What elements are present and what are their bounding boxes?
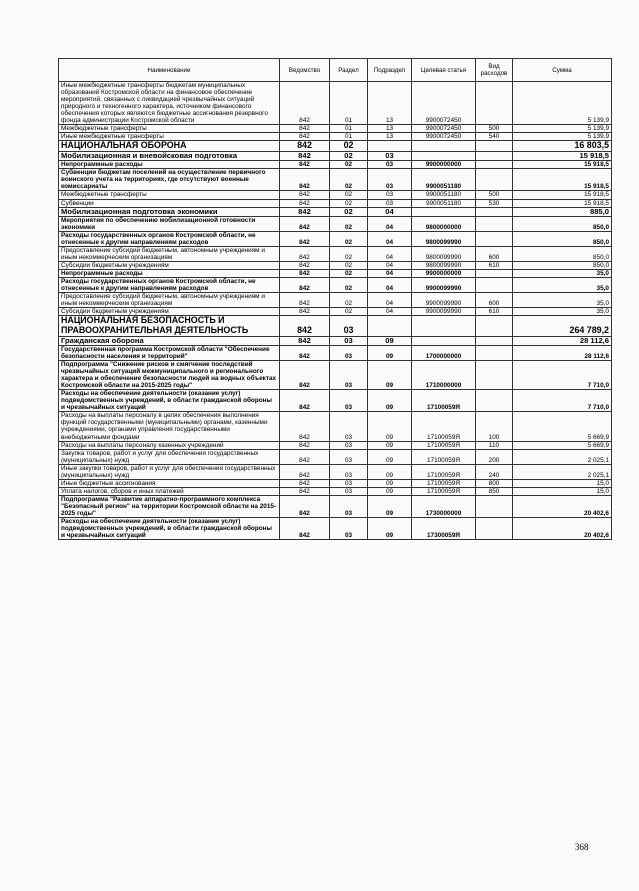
row-celevaya-statya-cell xyxy=(412,316,476,336)
row-podrazdel-cell: 09 xyxy=(368,518,412,540)
row-name-cell: Расходы на выплаты персоналу в целях обеспечения выполнения функций государственными (муниципальными) органами, казенными учреждениями, органами управления государственными внебюджетными фондами xyxy=(59,412,280,441)
row-celevaya-statya-cell: 9800099990 xyxy=(412,262,476,270)
row-vid-rashodov-cell xyxy=(476,169,513,191)
row-razdel-cell: 03 xyxy=(330,316,368,336)
row-name-cell: Субвенции xyxy=(59,199,280,207)
row-summa-cell: 7 710,0 xyxy=(513,361,612,390)
row-vid-rashodov-cell: 610 xyxy=(476,262,513,270)
row-name-cell: Гражданская оборона xyxy=(59,336,280,345)
table-row xyxy=(59,495,612,517)
row-razdel-cell: 03 xyxy=(330,479,368,487)
row-summa-cell: 2 025,1 xyxy=(513,464,612,479)
table-row xyxy=(59,169,612,191)
row-podrazdel-cell: 04 xyxy=(368,216,412,231)
row-celevaya-statya-cell xyxy=(412,336,476,345)
row-vedomstvo-cell: 842 xyxy=(280,133,330,141)
row-name-cell: Предоставление субсидий бюджетным, автономным учреждениям и иным некоммерческим организациям xyxy=(59,293,280,308)
row-name-cell: Расходы государственных органов Костромской области, не отнесенные к другим направлениям расходов xyxy=(59,231,280,246)
row-vedomstvo-cell: 842 xyxy=(280,141,330,152)
row-razdel-cell: 02 xyxy=(330,191,368,199)
row-podrazdel-cell: 09 xyxy=(368,412,412,441)
row-vedomstvo-cell: 842 xyxy=(280,487,330,495)
row-name-cell: Субсидии бюджетным учреждениям xyxy=(59,308,280,316)
row-vedomstvo-cell: 842 xyxy=(280,125,330,133)
row-podrazdel-cell: 13 xyxy=(368,82,412,125)
row-vid-rashodov-cell xyxy=(476,518,513,540)
row-razdel-cell: 02 xyxy=(330,216,368,231)
row-podrazdel-cell: 13 xyxy=(368,125,412,133)
table-row xyxy=(59,308,612,316)
row-podrazdel-cell: 09 xyxy=(368,495,412,517)
row-razdel-cell: 03 xyxy=(330,449,368,464)
row-podrazdel-cell xyxy=(368,141,412,152)
row-name-cell: Подпрограмма "Снижение рисков и смягчение последствий чрезвычайных ситуаций межмуниципального и регионального характера и обеспечение безопасности людей на водных объектах Костромской области на 2015-2025 годы" xyxy=(59,361,280,390)
row-name-cell: Межбюджетные трансферты xyxy=(59,125,280,133)
table-row xyxy=(59,278,612,293)
row-name-cell: Мобилизационная и вневойсковая подготовка xyxy=(59,151,280,160)
header-razdel: Раздел xyxy=(330,59,368,82)
row-vid-rashodov-cell: 200 xyxy=(476,449,513,464)
row-vid-rashodov-cell xyxy=(476,336,513,345)
row-vid-rashodov-cell: 540 xyxy=(476,133,513,141)
row-vid-rashodov-cell xyxy=(476,390,513,412)
row-vedomstvo-cell: 842 xyxy=(280,293,330,308)
row-podrazdel-cell: 09 xyxy=(368,336,412,345)
row-vid-rashodov-cell xyxy=(476,361,513,390)
row-vedomstvo-cell: 842 xyxy=(280,336,330,345)
row-razdel-cell: 03 xyxy=(330,336,368,345)
row-podrazdel-cell: 04 xyxy=(368,278,412,293)
row-podrazdel-cell: 04 xyxy=(368,247,412,262)
row-vid-rashodov-cell: 500 xyxy=(476,125,513,133)
row-summa-cell: 35,0 xyxy=(513,293,612,308)
row-summa-cell: 20 402,6 xyxy=(513,518,612,540)
row-podrazdel-cell: 09 xyxy=(368,487,412,495)
row-celevaya-statya-cell: 9800099990 xyxy=(412,247,476,262)
row-podrazdel-cell: 09 xyxy=(368,390,412,412)
page-number: 368 xyxy=(575,842,589,852)
row-vedomstvo-cell: 842 xyxy=(280,262,330,270)
row-name-cell: Расходы на выплаты персоналу казенных учреждений xyxy=(59,441,280,449)
row-razdel-cell: 03 xyxy=(330,464,368,479)
row-celevaya-statya-cell: 9900000000 xyxy=(412,161,476,169)
header-vedomstvo: Ведомство xyxy=(280,59,330,82)
table-row xyxy=(59,316,612,336)
table-row xyxy=(59,125,612,133)
row-summa-cell: 15 918,5 xyxy=(513,191,612,199)
row-celevaya-statya-cell: 9900051180 xyxy=(412,191,476,199)
row-celevaya-statya-cell: 9900051180 xyxy=(412,199,476,207)
row-razdel-cell: 02 xyxy=(330,161,368,169)
table-row xyxy=(59,161,612,169)
row-podrazdel-cell: 03 xyxy=(368,169,412,191)
row-name-cell: Расходы государственных органов Костромской области, не отнесенные к другим направлениям расходов xyxy=(59,278,280,293)
row-vid-rashodov-cell: 800 xyxy=(476,479,513,487)
row-razdel-cell: 03 xyxy=(330,495,368,517)
table-row xyxy=(59,361,612,390)
table-row xyxy=(59,151,612,160)
table-row xyxy=(59,262,612,270)
row-name-cell: Подпрограмма "Развитие аппаратно-программного комплекса "Безопасный регион" на территории Костромской области на 2015-2025 годы" xyxy=(59,495,280,517)
row-razdel-cell: 02 xyxy=(330,308,368,316)
row-name-cell: Иные бюджетные ассигнования xyxy=(59,479,280,487)
row-name-cell: Субсидии бюджетным учреждениям xyxy=(59,262,280,270)
row-celevaya-statya-cell: 9900072450 xyxy=(412,133,476,141)
row-summa-cell: 264 789,2 xyxy=(513,316,612,336)
row-razdel-cell: 02 xyxy=(330,231,368,246)
row-podrazdel-cell: 03 xyxy=(368,191,412,199)
row-name-cell: Мобилизационная подготовка экономики xyxy=(59,207,280,216)
table-row xyxy=(59,412,612,441)
row-vid-rashodov-cell: 500 xyxy=(476,191,513,199)
row-vedomstvo-cell: 842 xyxy=(280,441,330,449)
row-name-cell: Непрограммные расходы xyxy=(59,270,280,278)
table-row xyxy=(59,191,612,199)
row-name-cell: НАЦИОНАЛЬНАЯ БЕЗОПАСНОСТЬ И ПРАВООХРАНИТЕЛЬНАЯ ДЕЯТЕЛЬНОСТЬ xyxy=(59,316,280,336)
row-vid-rashodov-cell xyxy=(476,316,513,336)
row-name-cell: Мероприятия по обеспечению мобилизационной готовности экономики xyxy=(59,216,280,231)
table-row xyxy=(59,270,612,278)
row-summa-cell: 5 669,9 xyxy=(513,441,612,449)
row-name-cell: Уплата налогов, сборов и иных платежей xyxy=(59,487,280,495)
row-podrazdel-cell: 09 xyxy=(368,449,412,464)
row-name-cell: Расходы на обеспечение деятельности (оказание услуг) подведомственных учреждений, в области гражданской обороны и чрезвычайных ситуаций xyxy=(59,390,280,412)
row-vid-rashodov-cell xyxy=(476,82,513,125)
row-vedomstvo-cell: 842 xyxy=(280,207,330,216)
row-summa-cell: 5 139,9 xyxy=(513,125,612,133)
row-vedomstvo-cell: 842 xyxy=(280,479,330,487)
row-celevaya-statya-cell: 1700000000 xyxy=(412,345,476,360)
row-vedomstvo-cell: 842 xyxy=(280,216,330,231)
row-vedomstvo-cell: 842 xyxy=(280,82,330,125)
row-vedomstvo-cell: 842 xyxy=(280,412,330,441)
row-razdel-cell: 02 xyxy=(330,169,368,191)
table-row xyxy=(59,479,612,487)
row-vedomstvo-cell: 842 xyxy=(280,390,330,412)
header-name: Наименование xyxy=(59,59,280,82)
table-body xyxy=(59,82,612,540)
row-celevaya-statya-cell: 9900072450 xyxy=(412,125,476,133)
row-vid-rashodov-cell: 100 xyxy=(476,412,513,441)
row-name-cell: Иные межбюджетные трансферты бюджетам муниципальных образований Костромской области на финансовое обеспечение мероприятий, связанных с ликвидацией чрезвычайных ситуаций природного и техногенного характера, источником финансового обеспечения которых являются бюджетные ассигнования резервного фонда администрации Костромской области xyxy=(59,82,280,125)
row-name-cell: Непрограммные расходы xyxy=(59,161,280,169)
row-podrazdel-cell: 04 xyxy=(368,262,412,270)
row-vid-rashodov-cell xyxy=(476,270,513,278)
row-vedomstvo-cell: 842 xyxy=(280,191,330,199)
row-summa-cell: 20 402,6 xyxy=(513,495,612,517)
row-name-cell: Иные межбюджетные трансферты xyxy=(59,133,280,141)
row-celevaya-statya-cell xyxy=(412,207,476,216)
row-vid-rashodov-cell xyxy=(476,207,513,216)
row-summa-cell: 5 139,9 xyxy=(513,133,612,141)
row-vid-rashodov-cell xyxy=(476,161,513,169)
row-summa-cell: 5 669,9 xyxy=(513,412,612,441)
row-vid-rashodov-cell: 600 xyxy=(476,247,513,262)
row-razdel-cell: 02 xyxy=(330,270,368,278)
row-name-cell: Предоставление субсидий бюджетным, автономным учреждениям и иным некоммерческим организациям xyxy=(59,247,280,262)
row-vid-rashodov-cell xyxy=(476,141,513,152)
row-razdel-cell: 03 xyxy=(330,487,368,495)
row-podrazdel-cell: 09 xyxy=(368,479,412,487)
row-razdel-cell: 03 xyxy=(330,441,368,449)
row-razdel-cell: 01 xyxy=(330,125,368,133)
row-razdel-cell: 02 xyxy=(330,293,368,308)
row-vedomstvo-cell: 842 xyxy=(280,247,330,262)
row-razdel-cell: 02 xyxy=(330,278,368,293)
table-row xyxy=(59,449,612,464)
row-summa-cell: 7 710,0 xyxy=(513,390,612,412)
row-celevaya-statya-cell: 9800099990 xyxy=(412,231,476,246)
row-summa-cell: 850,0 xyxy=(513,216,612,231)
row-celevaya-statya-cell: 17100059Я xyxy=(412,464,476,479)
row-summa-cell: 35,0 xyxy=(513,278,612,293)
row-celevaya-statya-cell: 17100059Я xyxy=(412,479,476,487)
row-vedomstvo-cell: 842 xyxy=(280,199,330,207)
row-celevaya-statya-cell: 9900099990 xyxy=(412,308,476,316)
row-vid-rashodov-cell xyxy=(476,278,513,293)
row-razdel-cell: 02 xyxy=(330,207,368,216)
row-celevaya-statya-cell: 9900099990 xyxy=(412,278,476,293)
row-vedomstvo-cell: 842 xyxy=(280,316,330,336)
row-summa-cell: 5 139,9 xyxy=(513,82,612,125)
row-vid-rashodov-cell: 530 xyxy=(476,199,513,207)
row-vid-rashodov-cell: 240 xyxy=(476,464,513,479)
row-celevaya-statya-cell xyxy=(412,151,476,160)
row-vedomstvo-cell: 842 xyxy=(280,278,330,293)
row-name-cell: НАЦИОНАЛЬНАЯ ОБОРОНА xyxy=(59,141,280,152)
row-summa-cell: 15,0 xyxy=(513,487,612,495)
row-vedomstvo-cell: 842 xyxy=(280,345,330,360)
row-podrazdel-cell: 13 xyxy=(368,133,412,141)
row-podrazdel-cell: 03 xyxy=(368,161,412,169)
row-vedomstvo-cell: 842 xyxy=(280,270,330,278)
row-vid-rashodov-cell: 610 xyxy=(476,308,513,316)
row-vedomstvo-cell: 842 xyxy=(280,151,330,160)
row-name-cell: Государственная программа Костромской области "Обеспечение безопасности населения и территорий" xyxy=(59,345,280,360)
row-podrazdel-cell: 04 xyxy=(368,207,412,216)
row-vid-rashodov-cell xyxy=(476,345,513,360)
row-celevaya-statya-cell: 9900000000 xyxy=(412,270,476,278)
table-row xyxy=(59,441,612,449)
table-row xyxy=(59,207,612,216)
row-razdel-cell: 02 xyxy=(330,247,368,262)
row-razdel-cell: 01 xyxy=(330,82,368,125)
table-row xyxy=(59,464,612,479)
table-row xyxy=(59,216,612,231)
row-summa-cell: 15,0 xyxy=(513,479,612,487)
table-row xyxy=(59,345,612,360)
row-vedomstvo-cell: 842 xyxy=(280,518,330,540)
row-vedomstvo-cell: 842 xyxy=(280,464,330,479)
table-header-row xyxy=(59,59,612,82)
row-razdel-cell: 02 xyxy=(330,262,368,270)
row-celevaya-statya-cell: 1730000000 xyxy=(412,495,476,517)
row-celevaya-statya-cell: 9800000000 xyxy=(412,216,476,231)
row-summa-cell: 15 918,5 xyxy=(513,161,612,169)
row-vid-rashodov-cell xyxy=(476,495,513,517)
row-vid-rashodov-cell: 600 xyxy=(476,293,513,308)
row-vedomstvo-cell: 842 xyxy=(280,495,330,517)
row-vedomstvo-cell: 842 xyxy=(280,169,330,191)
row-summa-cell: 850,0 xyxy=(513,247,612,262)
row-summa-cell: 850,0 xyxy=(513,231,612,246)
row-celevaya-statya-cell: 17300059Я xyxy=(412,518,476,540)
table-row xyxy=(59,293,612,308)
row-razdel-cell: 02 xyxy=(330,141,368,152)
row-name-cell: Субвенции бюджетам поселений на осуществление первичного воинского учета на территориях, где отсутствуют военные комиссариаты xyxy=(59,169,280,191)
table-row xyxy=(59,487,612,495)
row-celevaya-statya-cell: 17100059Я xyxy=(412,390,476,412)
row-podrazdel-cell: 09 xyxy=(368,464,412,479)
row-summa-cell: 35,0 xyxy=(513,308,612,316)
row-podrazdel-cell: 09 xyxy=(368,361,412,390)
row-razdel-cell: 03 xyxy=(330,518,368,540)
row-podrazdel-cell: 09 xyxy=(368,345,412,360)
row-name-cell: Расходы на обеспечение деятельности (оказание услуг) подведомственных учреждений, в области гражданской обороны и чрезвычайных ситуаций xyxy=(59,518,280,540)
header-vid-rashodov: Вид расходов xyxy=(476,59,513,82)
row-summa-cell: 15 918,5 xyxy=(513,169,612,191)
row-celevaya-statya-cell: 17100059Я xyxy=(412,487,476,495)
row-razdel-cell: 03 xyxy=(330,390,368,412)
row-celevaya-statya-cell: 9900099990 xyxy=(412,293,476,308)
row-vedomstvo-cell: 842 xyxy=(280,361,330,390)
row-podrazdel-cell: 09 xyxy=(368,441,412,449)
table-row xyxy=(59,336,612,345)
table-row xyxy=(59,390,612,412)
row-summa-cell: 885,0 xyxy=(513,207,612,216)
row-razdel-cell: 02 xyxy=(330,199,368,207)
row-podrazdel-cell xyxy=(368,316,412,336)
row-name-cell: Иные закупки товаров, работ и услуг для обеспечения государственных (муниципальных) нужд xyxy=(59,464,280,479)
row-celevaya-statya-cell: 1710000000 xyxy=(412,361,476,390)
row-summa-cell: 35,0 xyxy=(513,270,612,278)
row-razdel-cell: 03 xyxy=(330,361,368,390)
table-row xyxy=(59,518,612,540)
row-razdel-cell: 03 xyxy=(330,412,368,441)
row-vedomstvo-cell: 842 xyxy=(280,161,330,169)
row-podrazdel-cell: 03 xyxy=(368,151,412,160)
header-celevaya-statya: Целевая статья xyxy=(412,59,476,82)
header-summa: Сумма xyxy=(513,59,612,82)
row-podrazdel-cell: 04 xyxy=(368,308,412,316)
table-row xyxy=(59,82,612,125)
row-celevaya-statya-cell: 17100059Я xyxy=(412,412,476,441)
row-summa-cell: 15 918,5 xyxy=(513,199,612,207)
row-razdel-cell: 01 xyxy=(330,133,368,141)
table-row xyxy=(59,141,612,152)
row-vedomstvo-cell: 842 xyxy=(280,231,330,246)
row-name-cell: Межбюджетные трансферты xyxy=(59,191,280,199)
row-celevaya-statya-cell: 9900051180 xyxy=(412,169,476,191)
row-summa-cell: 28 112,6 xyxy=(513,336,612,345)
row-celevaya-statya-cell: 17100059Я xyxy=(412,449,476,464)
table-row xyxy=(59,199,612,207)
budget-table xyxy=(58,58,612,540)
row-summa-cell: 28 112,6 xyxy=(513,345,612,360)
row-vid-rashodov-cell: 850 xyxy=(476,487,513,495)
row-celevaya-statya-cell: 9900072450 xyxy=(412,82,476,125)
row-podrazdel-cell: 04 xyxy=(368,270,412,278)
row-razdel-cell: 02 xyxy=(330,151,368,160)
row-vid-rashodov-cell xyxy=(476,151,513,160)
table-row xyxy=(59,231,612,246)
row-celevaya-statya-cell: 17100059Я xyxy=(412,441,476,449)
row-vid-rashodov-cell xyxy=(476,231,513,246)
row-summa-cell: 850,0 xyxy=(513,262,612,270)
row-name-cell: Закупка товаров, работ и услуг для обеспечения государственных (муниципальных) нужд xyxy=(59,449,280,464)
row-celevaya-statya-cell xyxy=(412,141,476,152)
row-summa-cell: 16 803,5 xyxy=(513,141,612,152)
header-podrazdel: Подраздел xyxy=(368,59,412,82)
row-summa-cell: 2 025,1 xyxy=(513,449,612,464)
row-summa-cell: 15 918,5 xyxy=(513,151,612,160)
row-podrazdel-cell: 03 xyxy=(368,199,412,207)
table-row xyxy=(59,133,612,141)
table-row xyxy=(59,247,612,262)
row-podrazdel-cell: 04 xyxy=(368,231,412,246)
row-razdel-cell: 03 xyxy=(330,345,368,360)
row-podrazdel-cell: 04 xyxy=(368,293,412,308)
row-vid-rashodov-cell: 110 xyxy=(476,441,513,449)
row-vedomstvo-cell: 842 xyxy=(280,308,330,316)
row-vedomstvo-cell: 842 xyxy=(280,449,330,464)
row-vid-rashodov-cell xyxy=(476,216,513,231)
